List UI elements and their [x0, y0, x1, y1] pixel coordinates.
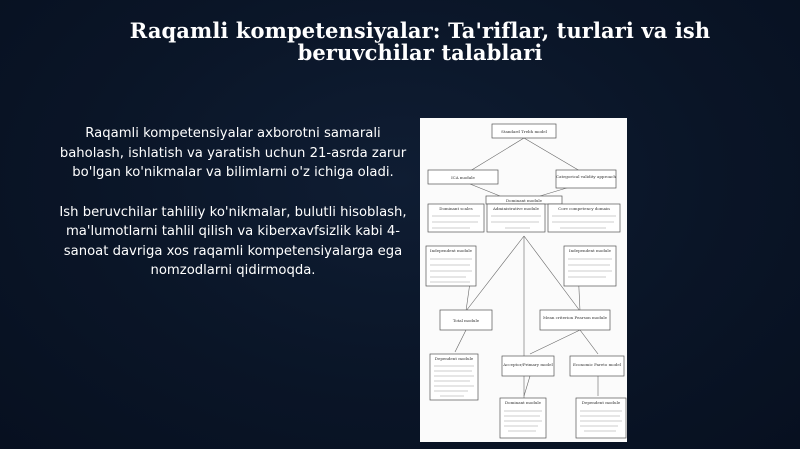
- paragraph-2: Ish beruvchilar tahliliy ko'nikmalar, bulutli hisoblash, ma'lumotlarni tahlil qilish va kiberxavfsizlik kabi 4-sanoat davriga xos raqamli kompetensiyalarga ega nomzodlarni qidirmoqda.: [59, 204, 407, 278]
- fig-mid-col-1: Dominant scales: [439, 206, 473, 211]
- fig-mid-col-2: Administrative module: [492, 206, 540, 211]
- fig-center-right: Mean criterion Pearson module: [542, 315, 608, 320]
- fig-node-left: ICA module: [451, 175, 475, 180]
- fig-center-left: Total module: [452, 318, 480, 323]
- fig-bottom-mid: Acceptor/Primary model: [503, 362, 553, 367]
- fig-node-right: Categorical validity approach: [556, 174, 616, 179]
- fig-node-mid-header: Dominant module: [505, 198, 543, 203]
- fig-bottom-left: Dependent module: [434, 356, 474, 361]
- slide-body: [52, 124, 414, 301]
- fig-bottom-leaf-left: Dominant module: [504, 400, 542, 405]
- fig-side-left: Independent module: [430, 248, 472, 253]
- paragraph-1: Raqamli kompetensiyalar axborotni samarali baholash, ishlatish va yaratish uchun 21-asrda zarur bo'lgan ko'nikmalar va bilimlarni o'z ichiga oladi.: [59, 126, 407, 180]
- diagram-svg: [420, 118, 627, 442]
- slide-title: Raqamli kompetensiyalar: Ta'riflar, turlari va ish beruvchilar talablari: [129, 18, 711, 65]
- fig-bottom-leaf-right: Dependent module: [581, 400, 621, 405]
- diagram-figure: [420, 118, 627, 442]
- fig-mid-col-3: Core competency domain: [558, 206, 610, 211]
- fig-node-top: Standard Trebh model: [501, 129, 547, 134]
- fig-bottom-right: Economic Pareto model: [572, 362, 622, 367]
- fig-side-right: Independent module: [569, 248, 611, 253]
